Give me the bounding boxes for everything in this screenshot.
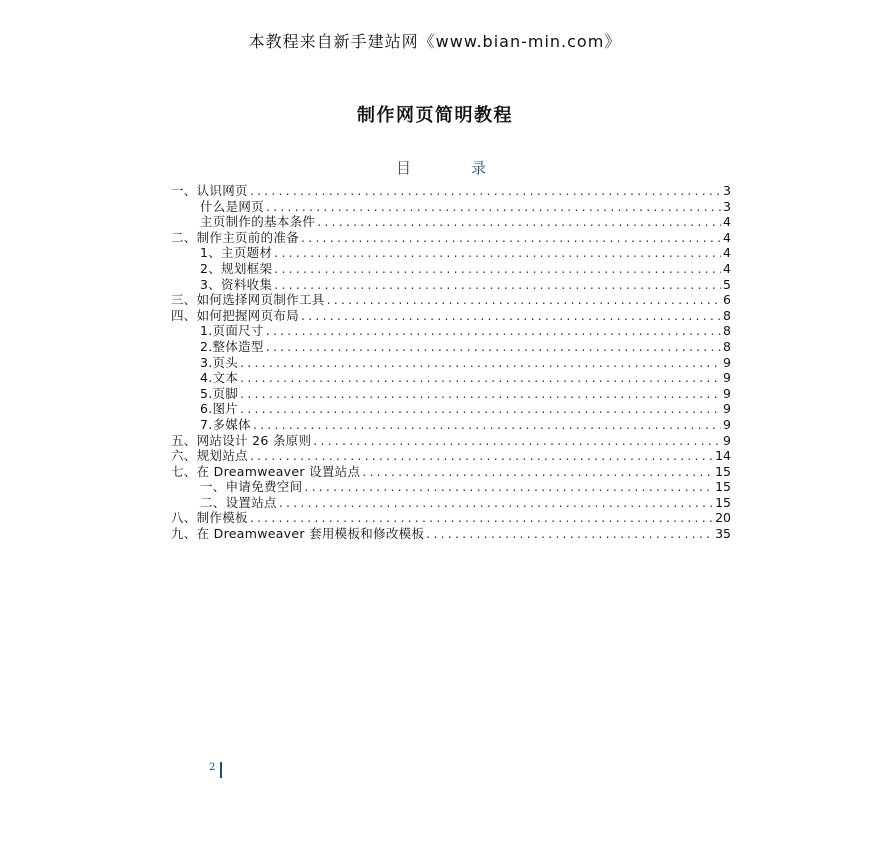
toc-entry-page: 8 [723, 323, 731, 339]
toc-entry[interactable] [171, 230, 731, 246]
toc-leader-dots [362, 464, 713, 480]
toc-entry-page: 9 [723, 401, 731, 417]
toc-entry-title: 七、在 Dreamweaver 设置站点 [171, 463, 361, 479]
toc-entry-page: 9 [723, 416, 731, 432]
toc-entry-title: 五、网站设计 26 条原则 [171, 432, 312, 448]
toc-entry-page: 3 [723, 198, 731, 214]
toc-leader-dots [327, 292, 721, 308]
toc-entry[interactable] [171, 401, 731, 417]
toc-leader-dots [266, 339, 721, 355]
toc-leader-dots [250, 448, 713, 464]
toc-entry-title: 7.多媒体 [200, 416, 251, 432]
toc-entry[interactable] [171, 323, 731, 339]
toc-entry[interactable] [171, 214, 731, 230]
toc-leader-dots [253, 417, 721, 433]
toc-entry-title: 九、在 Dreamweaver 套用模板和修改模板 [171, 526, 425, 542]
toc-entry-title: 六、规划站点 [171, 448, 248, 464]
toc-entry-page: 8 [723, 338, 731, 354]
toc-entry-page: 20 [715, 510, 731, 526]
toc-entry[interactable] [171, 386, 731, 402]
toc-entry[interactable] [171, 479, 731, 495]
toc-entry-page: 9 [723, 354, 731, 370]
toc-entry-page: 4 [723, 229, 731, 245]
toc-leader-dots [426, 526, 713, 542]
document-title: 制作网页简明教程 [357, 105, 513, 126]
toc-entry-page: 9 [723, 370, 731, 386]
toc-entry-page: 4 [723, 260, 731, 276]
toc-entry[interactable] [171, 308, 731, 324]
toc-entry-title: 2.整体造型 [200, 338, 264, 354]
toc-entry[interactable] [171, 417, 731, 433]
toc-entry-title: 1、主页题材 [200, 245, 273, 261]
toc-entry[interactable] [171, 261, 731, 277]
toc-heading-right: 录 [470, 159, 486, 177]
toc-leader-dots [240, 355, 721, 371]
toc-entry-page: 35 [715, 526, 731, 542]
toc-leader-dots [240, 386, 721, 402]
toc-leader-dots [240, 370, 721, 386]
toc-entry-page: 9 [723, 385, 731, 401]
toc-entry[interactable] [171, 370, 731, 386]
toc-entry-title: 2、规划框架 [200, 260, 273, 276]
toc-entry[interactable] [171, 245, 731, 261]
page-header: 本教程来自新手建站网《www.bian-min.com》 [248, 32, 622, 51]
toc-entry[interactable] [171, 183, 731, 199]
toc-leader-dots [240, 401, 721, 417]
toc-entry-title: 4.文本 [200, 370, 239, 386]
toc-entry-title: 一、认识网页 [171, 183, 248, 198]
toc-entry-page: 4 [723, 214, 731, 230]
page-number: 2 [209, 762, 216, 773]
toc-entry[interactable] [171, 292, 731, 308]
toc-entry-title: 1.页面尺寸 [200, 323, 264, 339]
toc-entry-title: 5.页脚 [200, 385, 239, 401]
toc-entry-page: 6 [723, 292, 731, 308]
toc-entry[interactable] [171, 510, 731, 526]
toc-entry[interactable] [171, 495, 731, 511]
toc-entry-title: 三、如何选择网页制作工具 [171, 292, 325, 308]
toc-entry[interactable] [171, 526, 731, 542]
toc-leader-dots [274, 261, 721, 277]
toc-entry-page: 15 [715, 494, 731, 510]
toc-entry-page: 9 [723, 432, 731, 448]
toc-entry-page: 4 [723, 245, 731, 261]
toc-entry[interactable] [171, 277, 731, 293]
toc-entry-title: 二、制作主页前的准备 [171, 229, 300, 245]
toc-leader-dots [266, 199, 721, 215]
toc-entry-page: 15 [715, 463, 731, 479]
toc-entry-title: 3.页头 [200, 354, 239, 370]
toc-entry[interactable] [171, 433, 731, 449]
toc-entry-page: 15 [715, 479, 731, 495]
table-of-contents [171, 183, 731, 542]
toc-entry[interactable] [171, 339, 731, 355]
toc-entry-title: 八、制作模板 [171, 510, 248, 526]
toc-leader-dots [301, 308, 721, 324]
toc-leader-dots [274, 245, 721, 261]
toc-leader-dots [266, 323, 721, 339]
toc-entry-page: 8 [723, 307, 731, 323]
toc-entry[interactable] [171, 448, 731, 464]
toc-leader-dots [279, 495, 713, 511]
toc-entry[interactable] [171, 355, 731, 371]
toc-entry-title: 二、设置站点 [200, 494, 277, 510]
toc-leader-dots [250, 183, 721, 199]
toc-entry-page: 14 [715, 448, 731, 464]
toc-heading [396, 157, 486, 178]
toc-entry[interactable] [171, 199, 731, 215]
toc-entry-title: 什么是网页 [200, 198, 265, 214]
toc-leader-dots [274, 277, 721, 293]
toc-leader-dots [301, 230, 721, 246]
page-number-divider [220, 762, 222, 778]
toc-entry-page: 3 [723, 183, 731, 198]
toc-entry-title: 3、资料收集 [200, 276, 273, 292]
toc-entry-title: 四、如何把握网页布局 [171, 307, 300, 323]
toc-leader-dots [313, 433, 721, 449]
toc-entry-title: 主页制作的基本条件 [200, 214, 316, 230]
toc-leader-dots [317, 214, 721, 230]
toc-entry-page: 5 [723, 276, 731, 292]
toc-entry-title: 一、申请免费空间 [200, 479, 303, 495]
toc-leader-dots [250, 510, 713, 526]
toc-entry-title: 6.图片 [200, 401, 239, 417]
toc-leader-dots [304, 479, 713, 495]
toc-heading-left: 目 [396, 159, 412, 177]
toc-entry[interactable] [171, 464, 731, 480]
